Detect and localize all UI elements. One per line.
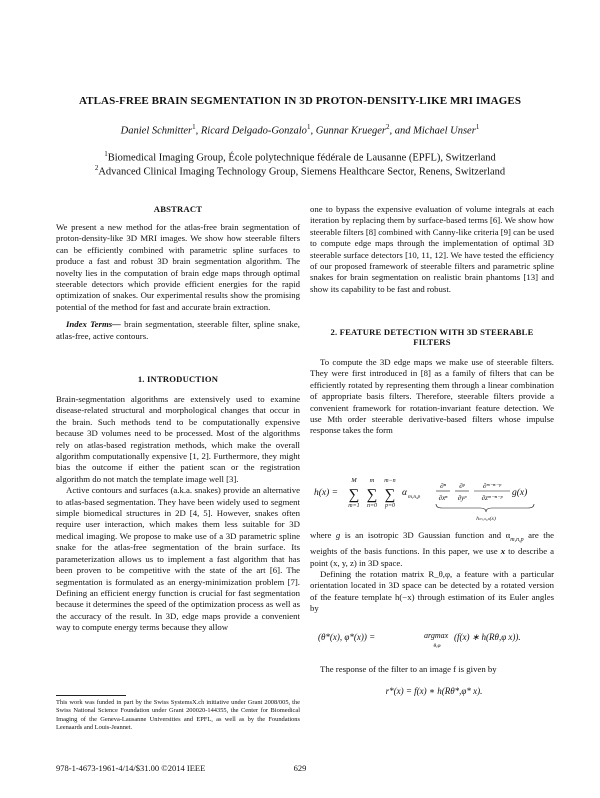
eq1-brace-label: hₘ,ₙ,ₚ(x): [476, 516, 496, 522]
author-affil-mark: 1: [306, 123, 311, 131]
intro-paragraph-2: Active contours and surfaces (a.k.a. snakes) provide an alternative to atlas-based segmentation. They have been widely used to segment simple biomedical structures in 2D [4, 5]. However, snakes often require user interaction, which makes them less suitable for 3D medical imaging. We propose to make use of a 3D parametric spline snake for the atlas-free segmentation of the brain surface. Its parameterization allows us to implement a fast algorithm that has been proven to be competitive with the state of the art [6]. The segmentation is formulated as an energy-minimization problem [7]. Defining an efficient energy function is crucial for fast segmentation because it determines the speed of the optimization process as well as the accuracy of the result. In 3D, edge maps provide a convenient way to compute energy terms because they allow: [56, 485, 300, 633]
eq2-rhs: (f(x) ∗ h(Rθ,φ x)).: [454, 632, 521, 642]
section-2-heading: 2. FEATURE DETECTION WITH 3D STEERABLE FILTERS: [330, 327, 534, 347]
affiliation-1: $^1$Biomedical Imaging Group, École polytechnique fédérale de Lausanne (EPFL), Switzerland: [104, 150, 496, 164]
eq1-d2-num: ∂ᵖ: [459, 482, 465, 490]
section-2-paragraph-3: Defining the rotation matrix R_θ,φ, a feature with a particular orientation located in 3D space can be detected by a rotated version of the feature template h(−x) through estimation of its Euler angles by: [310, 568, 554, 614]
author-list: Daniel Schmitter$^1$, Ricard Delgado-Gonzalo$^1$, Gunnar Krueger$^2$, and Michael Unser$^1$: [120, 123, 480, 137]
author-name: Gunnar Krueger: [315, 125, 386, 137]
eq1-lhs: h(x) =: [314, 488, 339, 498]
summation-icon: ∑: [384, 487, 396, 503]
section-2-paragraph-4: The response of the filter to an image f is given by: [320, 664, 497, 674]
eq2-under: θ,φ: [433, 643, 441, 649]
section-2-paragraph-2: where g is an isotropic 3D Gaussian function and $\alpha_{m,n,p}$ are the weights of the basis functions. In this paper, we use x to describe a point (x, y, z) in 3D space.: [310, 530, 554, 568]
eq1-d2-den: ∂yᵖ: [457, 494, 467, 502]
equation-2-svg: [312, 628, 556, 652]
intro-continued: [310, 204, 554, 295]
author-name: Michael Unser: [413, 125, 476, 137]
eq1-alpha: α: [402, 488, 407, 498]
eq1-alpha-sub: m,n,p: [408, 494, 421, 500]
section-2: [310, 327, 554, 437]
footnote: This work was funded in part by the Swiss SystemsX.ch initiative under Grant 2008/005, the Swiss National Science Foundation under Grant 200020-144355, the Center for Biomedical Imaging of the Geneva-Lausanne Universities and EPFL, as well as by the Foundations Leenaards and Louis-Jeannet.: [56, 699, 300, 731]
eq1-upper-limit: m: [369, 477, 375, 484]
abstract-section: [56, 204, 300, 342]
footer-isbn: 978-1-4673-1961-4/14/$31.00 ©2014 IEEE: [56, 763, 206, 773]
author-name: Daniel Schmitter: [120, 125, 193, 137]
eq1-d1-num: ∂ⁿ: [440, 482, 446, 490]
author-affil-mark: 2: [385, 123, 390, 131]
intro-paragraph-3: one to bypass the expensive evaluation of volume integrals at each iteration by replacing them by surface-based terms [6]. We show how steerable filters [8] combined with Canny-like criteria [9] can be used to compute edge maps through the implementation of optimal 3D steerable surface detectors [10, 11, 12]. We have tested the efficiency of our proposed framework of steerable filters and parametric spline snakes for brain segmentation on realistic brain phantoms [13] and show its capability to be fast and robust.: [310, 204, 554, 294]
eq1-lower-limit: n=0: [366, 503, 378, 509]
author-name: Ricard Delgado-Gonzalo: [200, 125, 307, 137]
eq2-lhs: (θ*(x), φ*(x)) =: [318, 632, 376, 642]
author-affil-mark: 1: [475, 123, 480, 131]
introduction-heading: 1. INTRODUCTION: [137, 374, 219, 384]
abstract-heading: ABSTRACT: [153, 204, 203, 214]
equation-impulse-response: [312, 470, 556, 524]
eq2-argmax: argmax: [424, 631, 449, 640]
eq1-g: g(x): [512, 488, 528, 498]
eq1-lower-limit: p=0: [384, 503, 396, 509]
equation-filter-response: r*(x) = f(x) ∗ h(Rθ*,φ* x).: [385, 686, 483, 696]
index-terms: Index Terms— brain segmentation, steerable filter, spline snake, atlas-free, active contours.: [56, 319, 300, 341]
eq1-d1-den: ∂xⁿ: [438, 494, 448, 502]
introduction-section: [56, 374, 300, 634]
footnote-rule: [56, 695, 126, 696]
eq1-d3-num: ∂ᵐ⁻ⁿ⁻ᵖ: [483, 482, 501, 490]
eq1-upper-limit: m−n: [384, 478, 396, 484]
equation-euler-angles: [312, 628, 556, 652]
underbrace-icon: [436, 504, 534, 512]
affiliation-2: $^2$Advanced Clinical Imaging Technology Group, Siemens Healthcare Sector, Renens, Switzerland: [94, 164, 506, 178]
paper-title: ATLAS-FREE BRAIN SEGMENTATION IN 3D PROTON-DENSITY-LIKE MRI IMAGES: [78, 95, 522, 107]
eq1-lower-limit: m=1: [348, 503, 360, 509]
section-2-cont: [310, 530, 554, 615]
abstract-text: We present a new method for the atlas-free brain segmentation of proton-density-like 3D MRI images. We show how steerable filters can be efficiently combined with parametric spline surfaces to produce a fast and robust 3D brain segmentation algorithm. The novelty lies in the computation of brain edge maps through optimal steerable detectors which provide efficient energies for the rapid optimization of snakes. Our experimental results show the promising potential of the method for fast and accurate brain extraction.: [56, 222, 300, 312]
eq1-upper-limit: M: [351, 477, 357, 484]
summation-icon: ∑: [366, 487, 378, 503]
author-affil-mark: 1: [192, 123, 196, 131]
summation-icon: ∑: [348, 487, 360, 503]
section-2-paragraph-1: To compute the 3D edge maps we make use of steerable filters. They were first introduced in [8] as a family of filters that can be efficiently rotated by representing them through a linear combination of appropriate basis filters. Therefore, steerable filters provide a convenient framework for rotation-invariant feature detection. We use Mth order steerable derivative-based filters whose impulse response takes the form: [310, 357, 554, 436]
intro-paragraph-1: Brain-segmentation algorithms are extensively used to examine disease-related structural and morphological changes that occur in the brain. Such methods tend to be computationally expensive because 3D volumes need to be processed. Most of the algorithms rely on atlas-based registration methods, which make the overall algorithm computationally expensive [1, 2]. Furthermore, they might bias the outcome if either the patient scan or the registration algorithm do not match the template image well [3].: [56, 394, 300, 484]
eq1-d3-den: ∂zᵐ⁻ⁿ⁻ᵖ: [481, 494, 503, 502]
equation-1-svg: [312, 470, 556, 524]
page-number: 629: [293, 763, 307, 773]
section-2-cont-2: [310, 664, 554, 675]
